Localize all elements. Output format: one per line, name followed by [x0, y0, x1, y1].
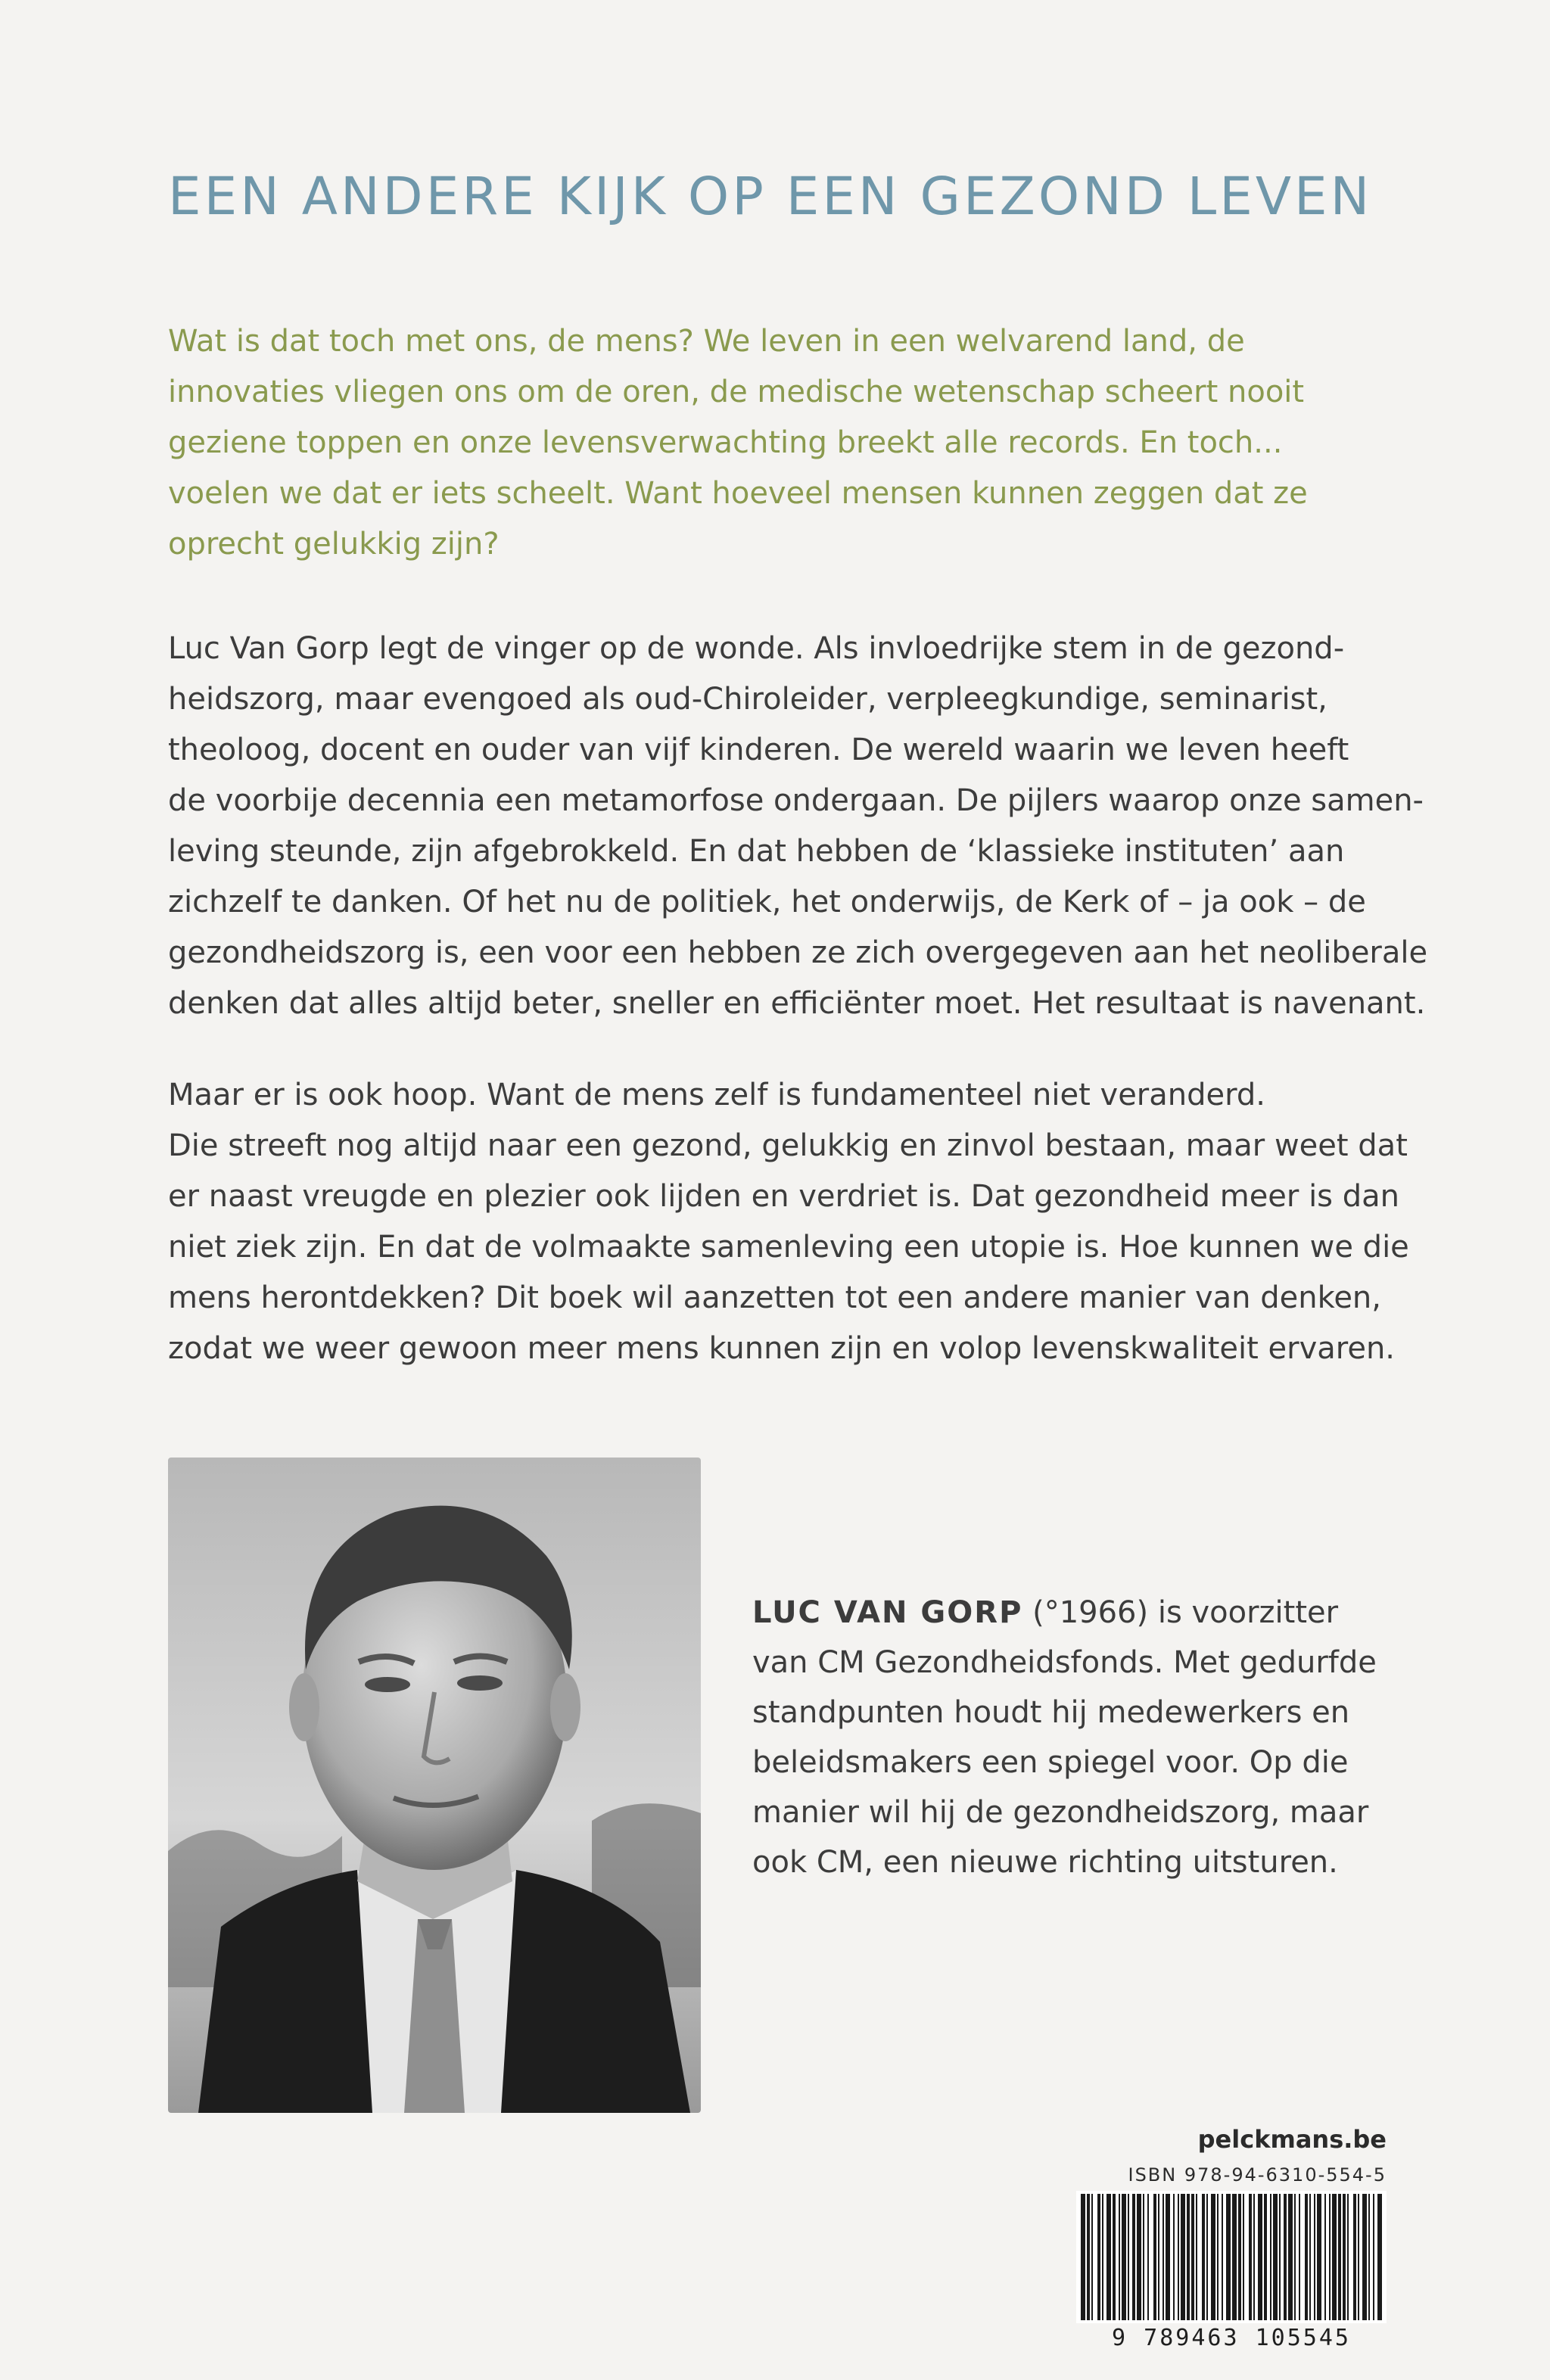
barcode-bar: [1317, 2194, 1321, 2320]
barcode-bar: [1279, 2194, 1281, 2320]
bio-first-line-rest: (°1966) is voorzitter: [1022, 1595, 1339, 1630]
paragraph-line: denken dat alles altijd beter, sneller en efficiënter moet. Het resultaat is navenant.: [168, 986, 1426, 1021]
paragraph-line: zodat we weer gewoon meer mens kunnen zijn en volop levenskwaliteit ervaren.: [168, 1331, 1396, 1366]
barcode-bar: [1309, 2194, 1311, 2320]
barcode-bar: [1324, 2194, 1326, 2320]
barcode-bar: [1191, 2194, 1194, 2320]
barcode-bar: [1122, 2194, 1126, 2320]
barcode-bar: [1137, 2194, 1141, 2320]
barcode-bar: [1087, 2194, 1090, 2320]
barcode-bar: [1284, 2194, 1287, 2320]
bio-line: [752, 1588, 1388, 1638]
barcode-bar: [1253, 2194, 1255, 2320]
barcode-bar: [1081, 2194, 1085, 2320]
intro-line: oprecht gelukkig zijn?: [168, 527, 500, 562]
barcode-bar: [1288, 2194, 1293, 2320]
barcode-bar: [1243, 2194, 1244, 2320]
barcode-bar: [1226, 2194, 1231, 2320]
barcode-bar: [1347, 2194, 1349, 2320]
barcode-bar: [1358, 2194, 1359, 2320]
barcode-bar: [1258, 2194, 1262, 2320]
barcode-bar: [1305, 2194, 1308, 2320]
barcode-bar: [1187, 2194, 1190, 2320]
bio-line: manier wil hij de gezondheidszorg, maar: [752, 1795, 1369, 1830]
paragraph-line: Luc Van Gorp legt de vinger op de wonde. Als invloedrijke stem in de gezond-: [168, 631, 1345, 666]
paragraph-line: leving steunde, zijn afgebrokkeld. En dat hebben de ‘klassieke instituten’ aan: [168, 834, 1345, 869]
barcode-bar: [1373, 2194, 1374, 2320]
barcode-bar: [1362, 2194, 1367, 2320]
body-paragraph-2: [168, 1070, 1409, 1374]
bio-line: standpunten houdt hij medewerkers en: [752, 1695, 1350, 1730]
paragraph-line: er naast vreugde en plezier ook lijden en verdriet is. Dat gezondheid meer is dan: [168, 1179, 1399, 1214]
bio-line: beleidsmakers een spiegel voor. Op die: [752, 1745, 1349, 1780]
barcode-bar: [1338, 2194, 1341, 2320]
barcode-bar: [1132, 2194, 1135, 2320]
barcode-bar: [1119, 2194, 1120, 2320]
paragraph-line: Die streeft nog altijd naar een gezond, gelukkig en zinvol bestaan, maar weet dat: [168, 1128, 1408, 1163]
paragraph-line: zichzelf te danken. Of het nu de politiek, het onderwijs, de Kerk of – ja ook – de: [168, 885, 1366, 919]
barcode-bar: [1222, 2194, 1223, 2320]
barcode-bar: [1264, 2194, 1267, 2320]
barcode-bar: [1202, 2194, 1205, 2320]
publisher-url: pelckmans.be: [1197, 2125, 1387, 2154]
barcode-bar: [1353, 2194, 1356, 2320]
barcode-bar: [1162, 2194, 1164, 2320]
cover-title: EEN ANDERE KIJK OP EEN GEZOND LEVEN: [168, 166, 1373, 227]
paragraph-line: de voorbije decennia een metamorfose ondergaan. De pijlers waarop onze samen-: [168, 783, 1424, 818]
barcode-bar: [1106, 2194, 1111, 2320]
barcode-bar: [1332, 2194, 1337, 2320]
intro-line: geziene toppen en onze levensverwachting breekt alle records. En toch...: [168, 425, 1283, 460]
barcode-icon: [1076, 2191, 1387, 2323]
intro-line: voelen we dat er iets scheelt. Want hoeveel mensen kunnen zeggen dat ze: [168, 476, 1308, 511]
barcode-bar: [1166, 2194, 1170, 2320]
barcode-bar: [1181, 2194, 1185, 2320]
author-bio: [752, 1588, 1388, 1887]
barcode-bar: [1232, 2194, 1237, 2320]
barcode-bar: [1153, 2194, 1156, 2320]
barcode-bar: [1314, 2194, 1315, 2320]
barcode-bar: [1097, 2194, 1100, 2320]
paragraph-line: niet ziek zijn. En dat de volmaakte samenleving een utopie is. Hoe kunnen we die: [168, 1230, 1409, 1265]
paragraph-line: mens herontdekken? Dit boek wil aanzetten tot een andere manier van denken,: [168, 1280, 1381, 1315]
barcode-bar: [1329, 2194, 1331, 2320]
barcode-bar: [1377, 2194, 1382, 2320]
barcode-bar: [1206, 2194, 1208, 2320]
paragraph-line: heidszorg, maar evengoed als oud-Chiroleider, verpleegkundige, seminarist,: [168, 682, 1327, 717]
barcode-bars: [1076, 2191, 1387, 2323]
barcode-bar: [1143, 2194, 1144, 2320]
barcode-bar: [1343, 2194, 1346, 2320]
barcode-digits: 9 789463 105545: [1112, 2325, 1351, 2351]
bio-line: ook CM, een nieuwe richting uitsturen.: [752, 1845, 1338, 1880]
barcode-bar: [1102, 2194, 1103, 2320]
barcode-bar: [1270, 2194, 1271, 2320]
isbn-number: ISBN 978-94-6310-554-5: [1128, 2164, 1387, 2186]
author-photo: [168, 1458, 701, 2113]
barcode-bar: [1158, 2194, 1159, 2320]
paragraph-line: gezondheidszorg is, een voor een hebben ze zich overgegeven aan het neoliberale: [168, 935, 1428, 970]
barcode-bar: [1113, 2194, 1116, 2320]
barcode-bar: [1178, 2194, 1179, 2320]
author-portrait-illustration: [168, 1458, 701, 2113]
barcode-bar: [1238, 2194, 1241, 2320]
barcode-bar: [1294, 2194, 1296, 2320]
barcode-bar: [1173, 2194, 1175, 2320]
paragraph-line: theoloog, docent en ouder van vijf kinderen. De wereld waarin we leven heeft: [168, 733, 1349, 767]
barcode-bar: [1249, 2194, 1252, 2320]
author-name: LUC VAN GORP: [752, 1595, 1023, 1630]
barcode-bar: [1273, 2194, 1278, 2320]
barcode-bar: [1147, 2194, 1149, 2320]
barcode-bar: [1217, 2194, 1219, 2320]
paragraph-line: Maar er is ook hoop. Want de mens zelf is fundamenteel niet veranderd.: [168, 1078, 1265, 1112]
barcode-bar: [1299, 2194, 1300, 2320]
barcode-bar: [1211, 2194, 1215, 2320]
intro-paragraph: [168, 316, 1394, 570]
intro-line: innovaties vliegen ons om de oren, de medische wetenschap scheert nooit: [168, 375, 1305, 409]
barcode-bar: [1091, 2194, 1093, 2320]
barcode-bar: [1196, 2194, 1197, 2320]
body-paragraph-1: [168, 624, 1428, 1029]
barcode-bar: [1368, 2194, 1370, 2320]
bio-line: van CM Gezondheidsfonds. Met gedurfde: [752, 1645, 1377, 1680]
barcode-bar: [1128, 2194, 1129, 2320]
intro-line: Wat is dat toch met ons, de mens? We leven in een welvarend land, de: [168, 324, 1245, 359]
